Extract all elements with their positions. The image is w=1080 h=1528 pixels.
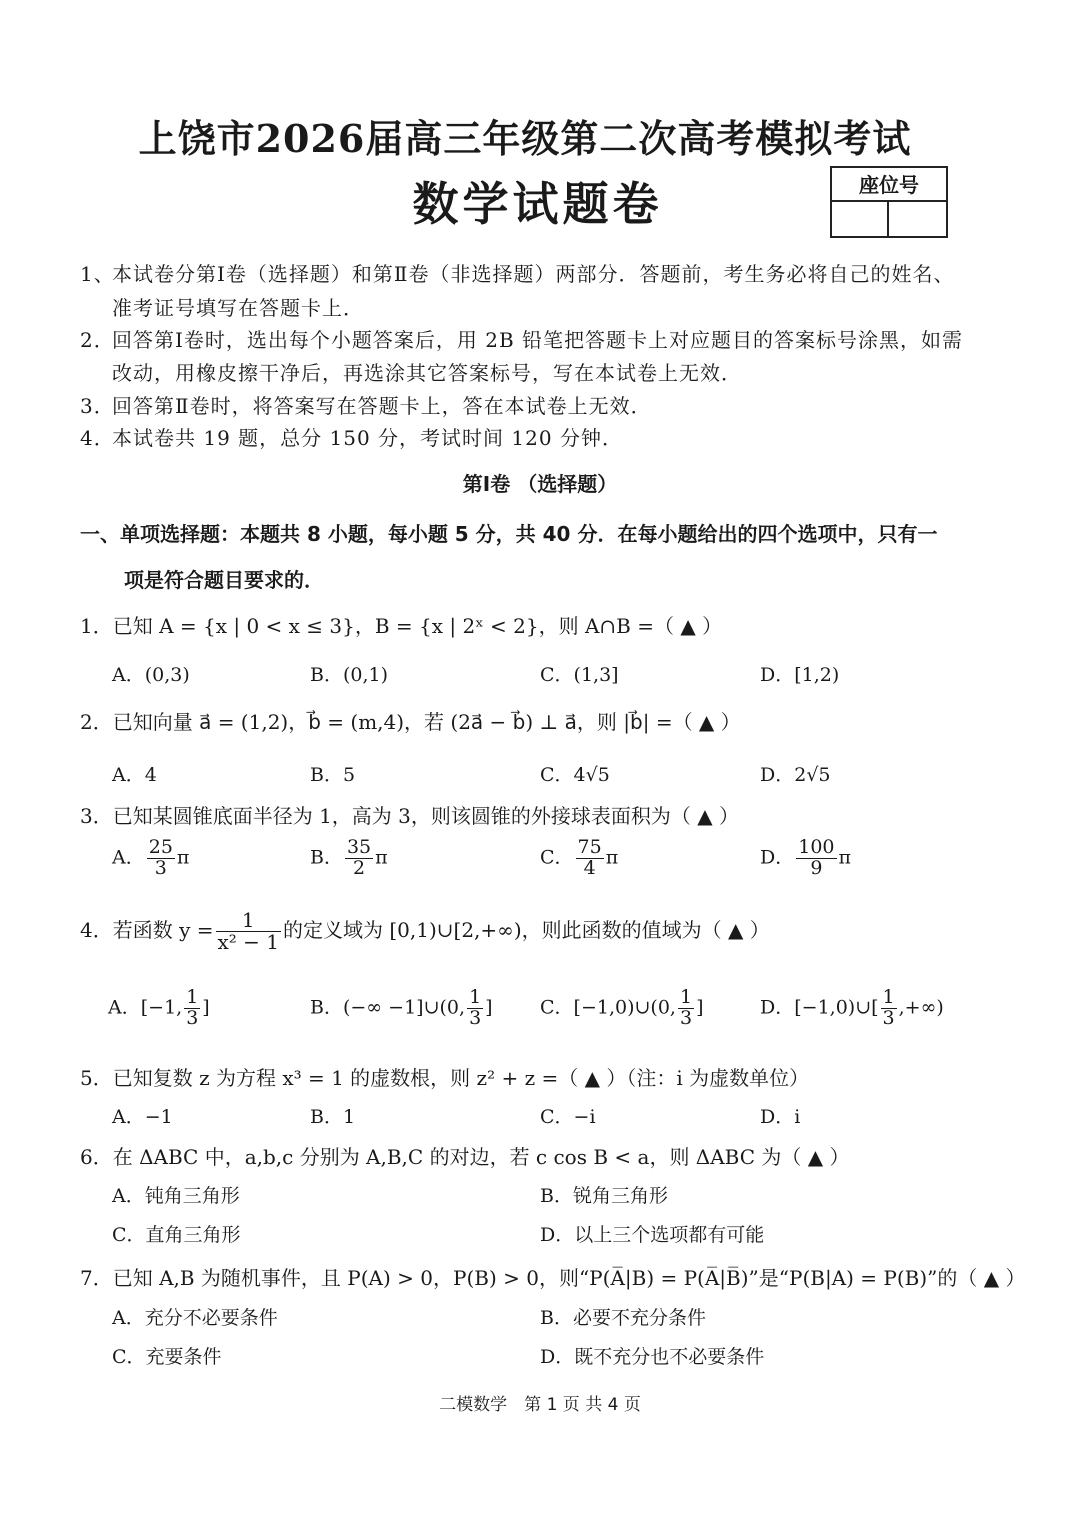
q2-option-d: D．2√5 [760,764,831,786]
question-5-stem: 5．已知复数 z 为方程 x³ = 1 的虚数根，则 z² + z =（ ▲ ）（注：i 为虚数单位） [80,1066,810,1090]
section-1-line-1: 一、单项选择题：本题共 8 小题，每小题 5 分，共 40 分．在每小题给出的四个选项中，只有一 [80,522,938,546]
note-4-line-1: 本试卷共 19 题，总分 150 分，考试时间 120 分钟． [112,426,623,450]
seat-cell-left [832,202,889,236]
q2-option-a: A．4 [112,764,157,786]
q5-option-a: A．−1 [112,1106,173,1128]
q7-option-c: C．充要条件 [112,1346,222,1368]
note-1 [80,258,955,287]
q3-option-a: A． $\frac{25}{3}$ π [112,836,190,879]
note-4-num: 4． [80,426,115,450]
question-7-stem: 7．已知 A,B 为随机事件，且 P(A) > 0，P(B) > 0，则“P(A̅|B) = P(A̅|B̅)”是“P(B|A) = P(B)”的（ ▲ ） [80,1266,1026,1290]
q3-option-d: D． $\frac{100}{9}$ π [760,836,851,879]
q1-option-a: A．(0,3) [112,664,190,686]
note-2-line-1: 回答第Ⅰ卷时，选出每个小题答案后，用 2B 铅笔把答题卡上对应题目的答案标号涂黑，如需 [112,328,964,352]
page-footer: 二模数学 第 1 页 共 4 页 [439,1395,641,1415]
section-1-line-2: 项是符合题目要求的． [124,568,324,592]
q6-option-a: A．钝角三角形 [112,1185,240,1207]
q6-option-c: C．直角三角形 [112,1224,241,1246]
part-1-title: 第Ⅰ卷 （选择题） [462,472,618,496]
question-2-stem: 2．已知向量 a⃗ = (1,2)，b⃗ = (m,4)，若 (2a⃗ − b⃗) ⊥ a⃗，则 |b⃗| =（ ▲ ） [80,710,741,734]
q1-option-d: D．[1,2) [760,664,840,686]
note-1-num: 1、 [80,262,115,286]
paper-subtitle: 数学试题卷 [412,177,663,231]
q4-option-c: C．[−1,0)∪(0, $\frac{1}{3}$ ] [540,986,704,1029]
note-1-line-1: 本试卷分第Ⅰ卷（选择题）和第Ⅱ卷（非选择题）两部分．答题前，考生务必将自己的姓名、 [112,262,955,286]
q6-option-d: D．以上三个选项都有可能 [540,1224,765,1246]
q2-option-c: C．4√5 [540,764,610,786]
seat-number-box [830,166,948,238]
note-3 [80,390,652,419]
question-6-stem: 6．在 ΔABC 中，a,b,c 分别为 A,B,C 的对边，若 c cos B < a，则 ΔABC 为（ ▲ ） [80,1145,850,1169]
q7-option-a: A．充分不必要条件 [112,1307,278,1329]
question-4-stem: 4．若函数 y = $\frac{1}{\text{x² − 1}}$ 的定义域为 [0,1)∪[2,+∞)，则此函数的值域为（ ▲ ） [80,908,770,954]
q6-option-b: B．锐角三角形 [540,1185,668,1207]
note-3-num: 3． [80,394,115,418]
seat-cell-right [889,202,946,236]
question-3-stem: 3．已知某圆锥底面半径为 1，高为 3，则该圆锥的外接球表面积为（ ▲ ） [80,804,739,828]
exam-title: 上饶市2026届高三年级第二次高考模拟考试 [138,116,912,161]
q3-option-c: C． $\frac{75}{4}$ π [540,836,619,879]
q7-option-d: D．既不充分也不必要条件 [540,1346,765,1368]
q1-option-b: B．(0,1) [310,664,389,686]
q3-option-b: B． $\frac{35}{2}$ π [310,836,388,879]
note-1-cont: 准考证号填写在答题卡上． [112,296,364,320]
note-2 [80,324,963,353]
note-2-cont: 改动，用橡皮擦干净后，再选涂其它答案标号，写在本试卷上无效． [112,361,742,385]
question-1-stem: 1．已知 A = {x | 0 < x ≤ 3}，B = {x | 2ˣ < 2}，则 A∩B =（ ▲ ） [80,614,723,638]
note-3-line-1: 回答第Ⅱ卷时，将答案写在答题卡上，答在本试卷上无效． [112,394,652,418]
q5-option-c: C．−i [540,1106,596,1128]
q7-option-b: B．必要不充分条件 [540,1307,706,1329]
note-2-num: 2． [80,328,115,352]
q5-option-d: D．i [760,1106,801,1128]
q5-option-b: B．1 [310,1106,356,1128]
q4-option-a: A．[−1, $\frac{1}{3}$ ] [108,986,210,1029]
q1-option-c: C．(1,3] [540,664,619,686]
q4-option-d: D．[−1,0)∪[ $\frac{1}{3}$ ,+∞) [760,986,944,1029]
note-4 [80,422,623,451]
q2-option-b: B．5 [310,764,356,786]
seat-label: 座位号 [832,168,946,202]
q4-option-b: B．(−∞ −1]∪(0, $\frac{1}{3}$ ] [310,986,493,1029]
